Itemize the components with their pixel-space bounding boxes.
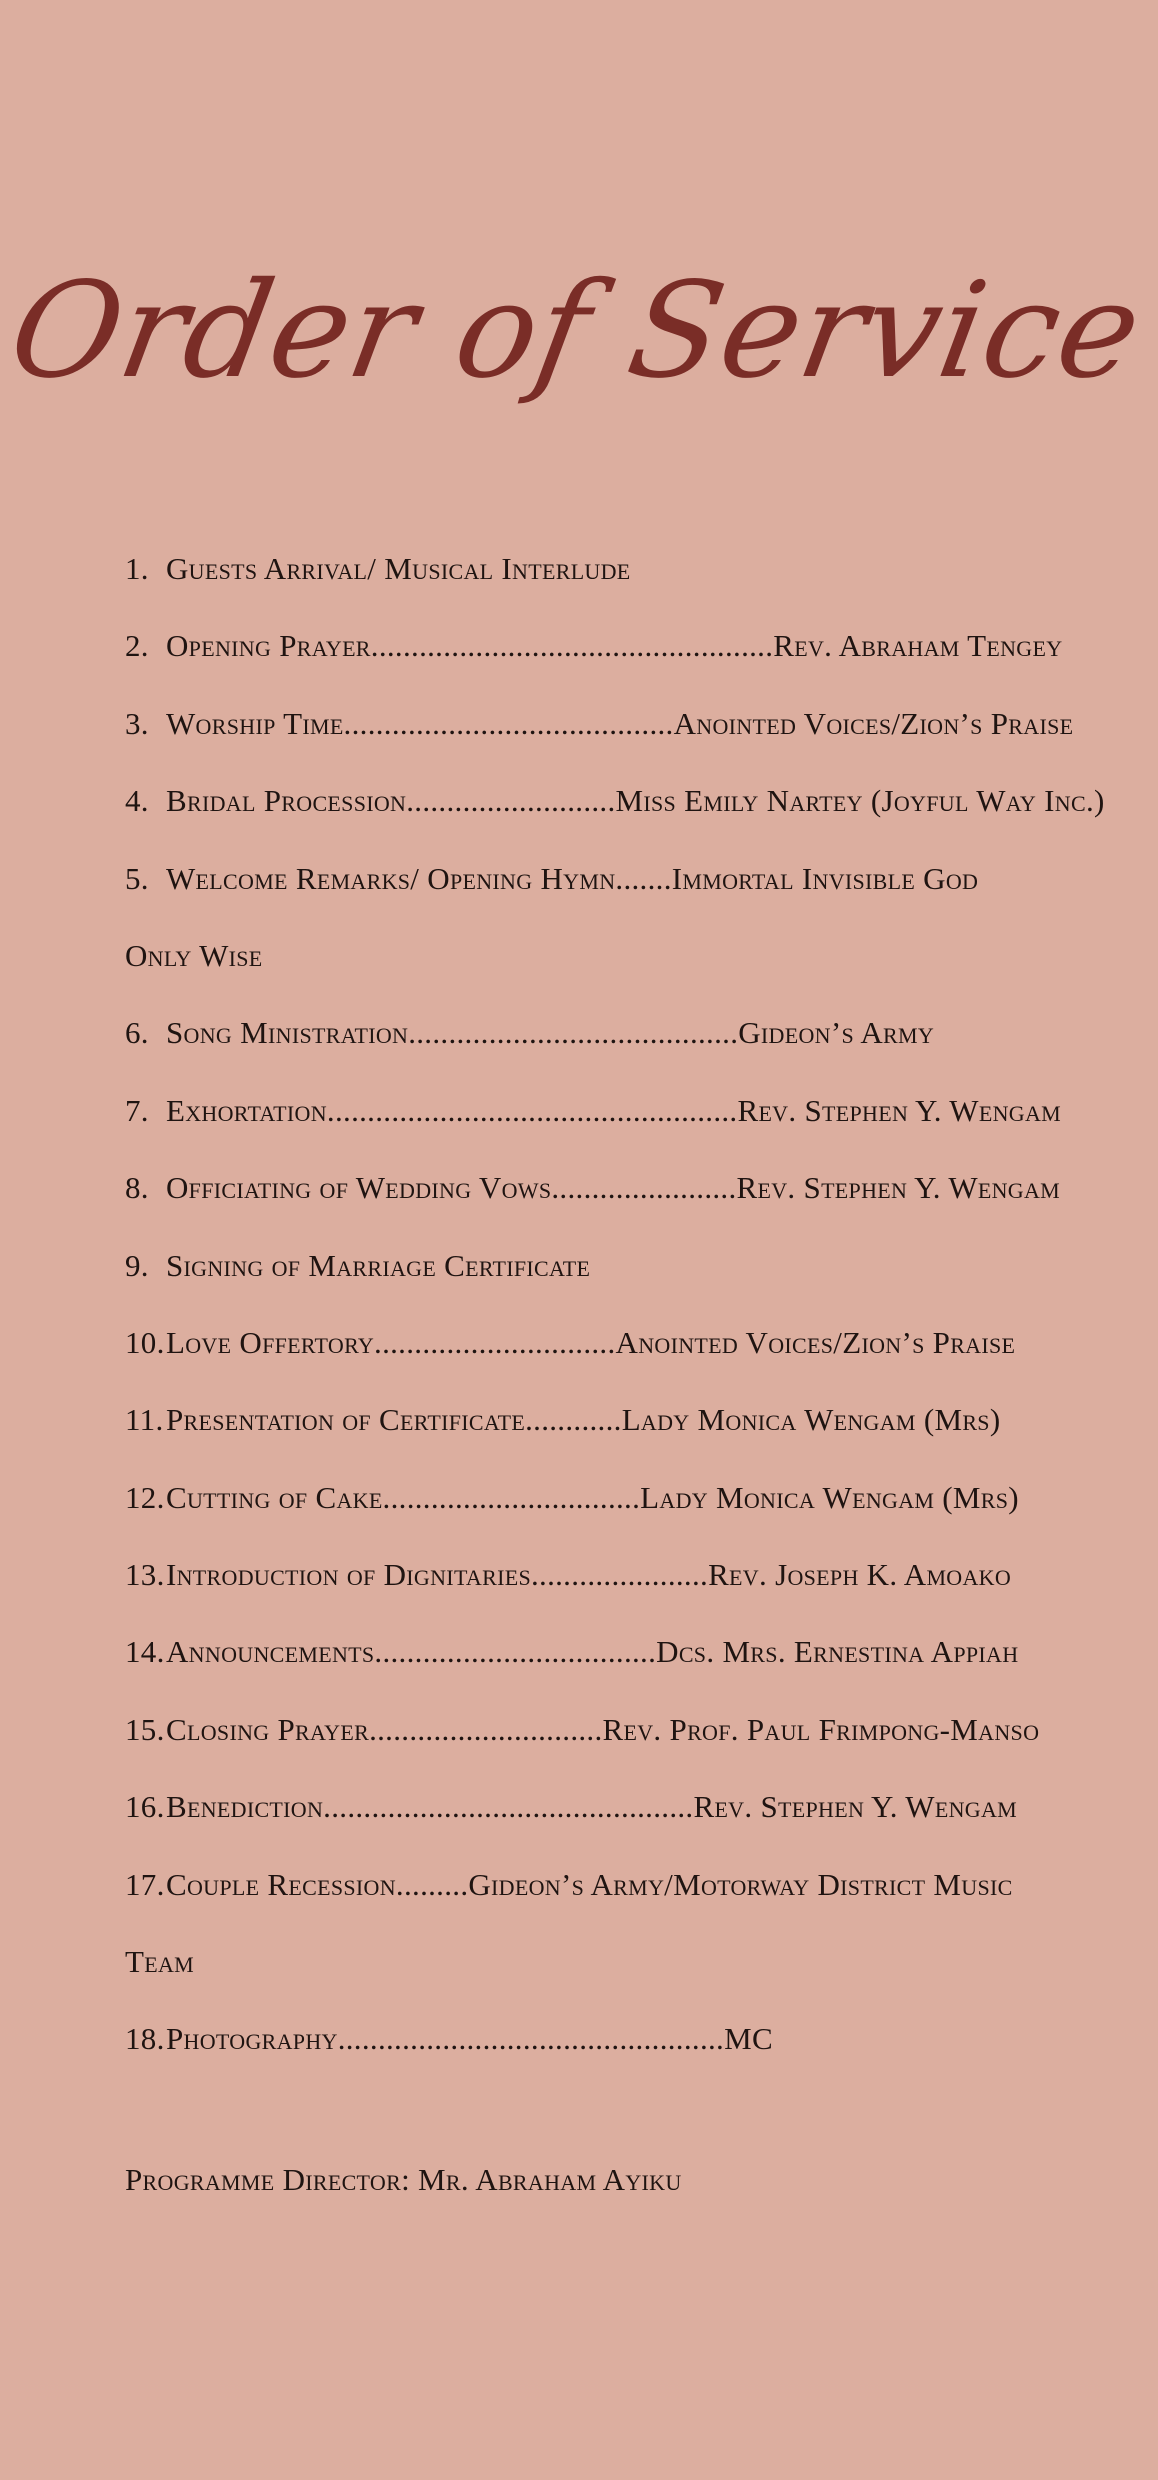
service-item-8	[125, 1149, 1085, 1226]
item-text: Bridal Procession..........................Miss Emily Nartey (Joyful Way Inc.)	[166, 783, 1105, 819]
item-number: 14.	[125, 1634, 165, 1670]
item-text: Introduction of Dignitaries......................Rev. Joseph K. Amoako	[166, 1557, 1012, 1593]
item-number: 6.	[125, 1015, 149, 1051]
service-item-14	[125, 1613, 1085, 1690]
item-text: Presentation of Certificate............Lady Monica Wengam (Mrs)	[166, 1402, 1001, 1438]
service-item-15	[125, 1691, 1085, 1768]
item-number: 15.	[125, 1711, 165, 1747]
item-text: Signing of Marriage Certificate	[166, 1247, 591, 1283]
service-item-13	[125, 1536, 1085, 1613]
item-text: Cutting of Cake................................Lady Monica Wengam (Mrs)	[166, 1479, 1019, 1515]
service-list	[125, 530, 1105, 2078]
item-text: Photography................................................MC	[166, 2021, 773, 2057]
item-number: 1.	[125, 551, 149, 586]
service-item-1	[125, 530, 1085, 607]
programme-director: Programme Director: Mr. Abraham Ayiku	[125, 2162, 682, 2197]
item-text: Worship Time.........................................Anointed Voices/Zion’s Praise	[166, 705, 1074, 741]
item-number: 3.	[125, 705, 149, 741]
service-item-16	[125, 1768, 1085, 1845]
item-text-continuation: Only Wise	[125, 937, 263, 973]
service-item-6	[125, 994, 1085, 1071]
service-item-17-continuation	[125, 1923, 1085, 2000]
item-number: 9.	[125, 1247, 149, 1283]
item-number: 13.	[125, 1557, 165, 1593]
item-text: Love Offertory..............................Anointed Voices/Zion’s Praise	[166, 1324, 1016, 1360]
item-text: Song Ministration.........................................Gideon’s Army	[166, 1015, 935, 1051]
service-item-5	[125, 840, 1085, 917]
service-item-5-continuation	[125, 917, 1085, 994]
item-number: 17.	[125, 1866, 165, 1902]
item-number: 11.	[125, 1402, 164, 1438]
item-text: Guests Arrival/ Musical Interlude	[166, 551, 631, 586]
service-item-10	[125, 1304, 1085, 1381]
item-text: Announcements...................................Dcs. Mrs. Ernestina Appiah	[166, 1634, 1019, 1670]
item-text: Closing Prayer.............................Rev. Prof. Paul Frimpong-Manso	[166, 1711, 1040, 1747]
service-item-7	[125, 1072, 1085, 1149]
item-number: 10.	[125, 1324, 165, 1360]
service-item-4	[125, 762, 1105, 839]
item-number: 4.	[125, 783, 149, 819]
service-item-11	[125, 1381, 1085, 1458]
item-text: Opening Prayer..................................................Rev. Abraham Tengey	[166, 628, 1063, 664]
page-title: Order of Service	[0, 254, 1153, 408]
item-text: Officiating of Wedding Vows.......................Rev. Stephen Y. Wengam	[166, 1170, 1061, 1206]
service-item-17	[125, 1846, 1085, 1923]
item-text: Welcome Remarks/ Opening Hymn.......Immortal Invisible God	[166, 860, 979, 896]
item-number: 8.	[125, 1170, 149, 1206]
item-number: 5.	[125, 860, 149, 896]
service-item-2	[125, 607, 1085, 684]
item-number: 18.	[125, 2021, 165, 2057]
item-text: Exhortation...................................................Rev. Stephen Y. Wengam	[166, 1092, 1061, 1128]
item-text-continuation: Team	[125, 1944, 195, 1980]
item-number: 12.	[125, 1479, 165, 1515]
item-text: Benediction..............................................Rev. Stephen Y. Wengam	[166, 1789, 1017, 1825]
item-text: Couple Recession.........Gideon’s Army/Motorway District Music	[166, 1866, 1013, 1902]
service-item-3	[125, 685, 1085, 762]
item-number: 16.	[125, 1789, 165, 1825]
service-item-12	[125, 1459, 1085, 1536]
service-item-9	[125, 1227, 1085, 1304]
service-item-18	[125, 2000, 1085, 2077]
item-number: 2.	[125, 628, 149, 664]
item-number: 7.	[125, 1092, 149, 1128]
